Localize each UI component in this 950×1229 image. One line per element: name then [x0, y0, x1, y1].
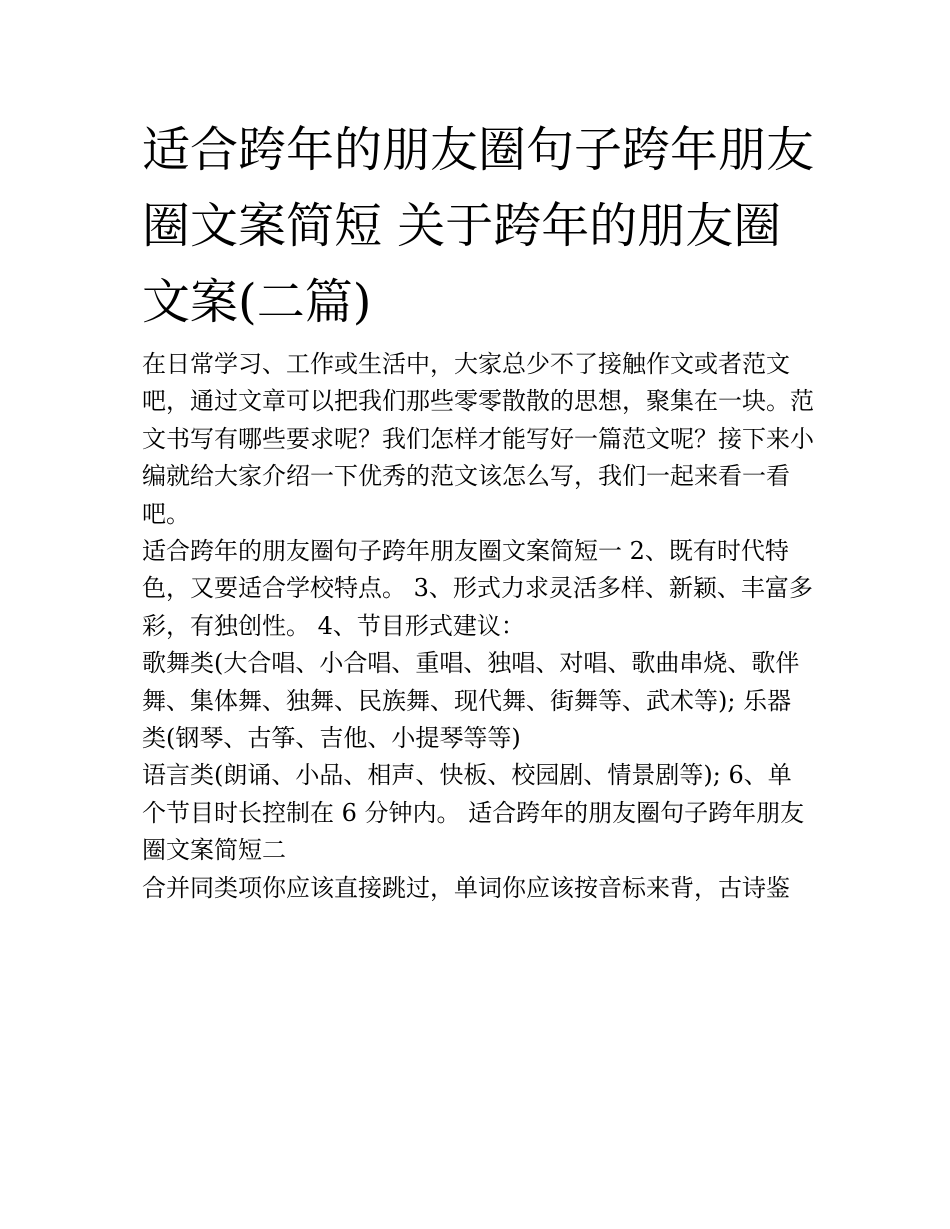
paragraph-intro: 在日常学习、工作或生活中，大家总少不了接触作文或者范文吧，通过文章可以把我们那些零零散散的思想，聚集在一块。范文书写有哪些要求呢？我们怎样才能写好一篇范文呢？接下来小编就给大家介绍一下优秀的范文该怎么写，我们一起来看一看吧。 [142, 350, 814, 528]
paragraph-section-one: 适合跨年的朋友圈句子跨年朋友圈文案简短一 2、既有时代特色，又要适合学校特点。 3、形式力求灵活多样、新颖、丰富多彩，有独创性。 4、节目形式建议： [142, 537, 813, 640]
paragraph-song-dance: 歌舞类(大合唱、小合唱、重唱、独唱、对唱、歌曲串烧、歌伴舞、集体舞、独舞、民族舞、现代舞、街舞等、武术等); 乐器类(钢琴、古筝、吉他、小提琴等等) [142, 649, 800, 753]
paragraph-section-two: 合并同类项你应该直接跳过，单词你应该按音标来背，古诗鉴 [142, 873, 790, 902]
paragraph-language: 语言类(朗诵、小品、相声、快板、校园剧、情景剧等); 6、单个节目时长控制在 6 分钟内。 适合跨年的朋友圈句子跨年朋友圈文案简短二 [142, 761, 805, 865]
document-title: 适合跨年的朋友圈句子跨年朋友圈文案简短 关于跨年的朋友圈文案(二篇) [142, 122, 815, 330]
document-body [142, 112, 814, 907]
